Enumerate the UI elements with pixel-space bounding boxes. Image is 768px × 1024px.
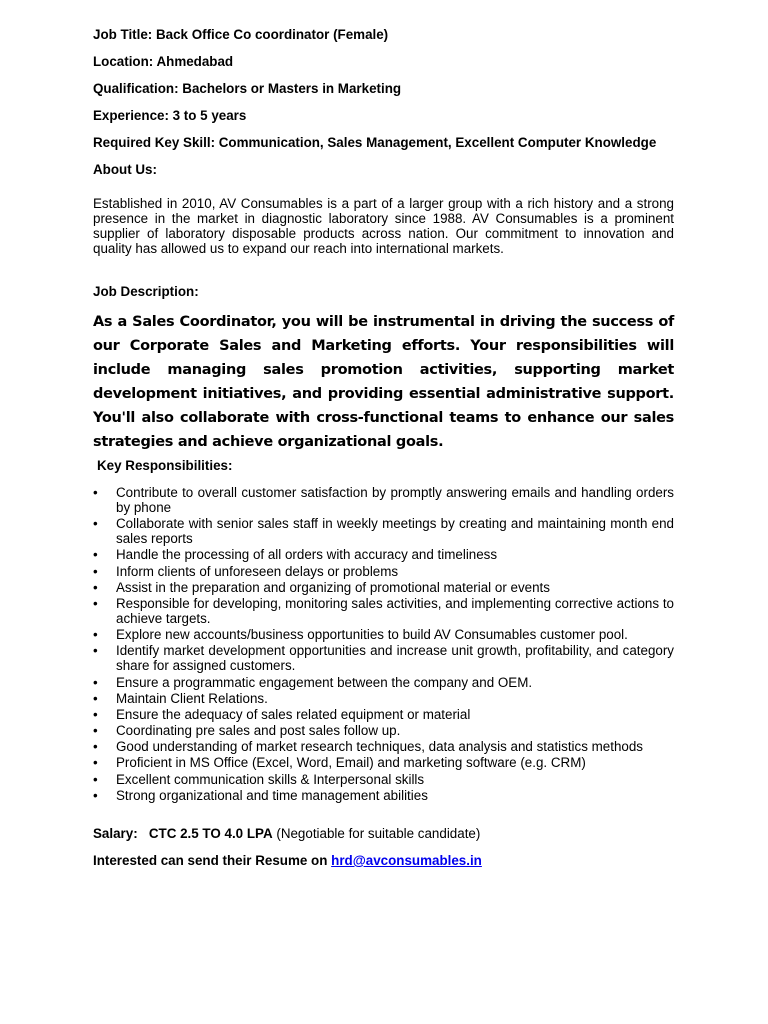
bullet-icon: • [93, 787, 98, 803]
bullet-icon: • [93, 674, 98, 690]
salary-value: CTC 2.5 TO 4.0 LPA [148, 825, 273, 841]
bullet-icon: • [93, 723, 98, 739]
list-item: • Explore new accounts/business opportunities to build AV Consumables customer pool. [93, 627, 628, 643]
list-item: • Excellent communication skills & Interpersonal skills [93, 771, 425, 787]
list-item: • Coordinating pre sales and post sales follow up. [93, 723, 401, 739]
list-item: • Strong organizational and time management abilities [93, 787, 428, 803]
bullet-icon: • [93, 690, 98, 706]
contact-line [93, 852, 674, 869]
list-item: • Contribute to overall customer satisfaction by promptly answering emails and handling orders by phone [93, 485, 674, 515]
list-item: • Assist in the preparation and organizing of promotional material or events [93, 579, 550, 595]
list-item: • Inform clients of unforeseen delays or problems [93, 563, 399, 579]
email-link[interactable]: hrd@avconsumables.in [331, 852, 482, 868]
job-description-heading: Job Description: [93, 284, 199, 299]
list-item: • Ensure a programmatic engagement between the company and OEM. [93, 674, 533, 690]
bullet-icon: • [93, 706, 98, 722]
job-title: Job Title: Back Office Co coordinator (Female) [93, 27, 389, 42]
key-responsibilities-heading: Key Responsibilities: [97, 458, 233, 473]
bullet-icon: • [93, 563, 98, 579]
list-item: • Maintain Client Relations. [93, 690, 268, 706]
list-item: • Identify market development opportunities and increase unit growth, profitability, and category share for assigned customers. [93, 643, 674, 674]
responsibilities-list [93, 485, 674, 803]
contact-text: Interested can send their Resume on [93, 852, 328, 868]
bullet-icon: • [93, 771, 98, 787]
list-item: • Responsible for developing, monitoring sales activities, and implementing corrective actions to achieve targets. [93, 595, 674, 626]
salary-note: (Negotiable for suitable candidate) [276, 825, 481, 841]
job-key-skills: Required Key Skill: Communication, Sales Management, Excellent Computer Knowledge [93, 135, 657, 150]
list-item: • Collaborate with senior sales staff in weekly meetings by creating and maintaining month end sales reports [93, 516, 674, 547]
about-heading: About Us: [93, 162, 157, 177]
job-posting-document [93, 26, 674, 869]
bullet-icon: • [93, 579, 98, 595]
job-location: Location: Ahmedabad [93, 54, 234, 69]
salary-line [93, 825, 674, 842]
salary-label: Salary: [93, 825, 138, 841]
job-description-text: As a Sales Coordinator, you will be instrumental in driving the success of our Corporate Sales and Marketing efforts. Your responsibilities will include managing sales promotion activities, supporting market development initiatives, and providing essential administrative support. You'll also collaborate with cross-functional teams to enhance our sales strategies and achieve organizational goals. [93, 314, 674, 450]
list-item: • Ensure the adequacy of sales related equipment or material [93, 706, 471, 722]
bullet-icon: • [93, 739, 98, 755]
bullet-icon: • [93, 755, 98, 771]
list-item: • Handle the processing of all orders with accuracy and timeliness [93, 547, 498, 563]
bullet-icon: • [93, 643, 98, 659]
bullet-icon: • [93, 516, 98, 532]
bullet-icon: • [93, 547, 98, 563]
job-experience: Experience: 3 to 5 years [93, 108, 247, 123]
list-item: • Good understanding of market research techniques, data analysis and statistics methods [93, 739, 643, 755]
about-text: Established in 2010, AV Consumables is a part of a larger group with a rich history and a strong presence in the market in diagnostic laboratory since 1988. AV Consumables is a prominent supplier of laboratory disposable products across nation. Our commitment to innovation and quality has allowed us to expand our reach into international markets. [93, 196, 674, 256]
bullet-icon: • [93, 627, 98, 643]
list-item: • Proficient in MS Office (Excel, Word, Email) and marketing software (e.g. CRM) [93, 755, 586, 771]
bullet-icon: • [93, 485, 98, 500]
job-qualification: Qualification: Bachelors or Masters in Marketing [93, 81, 402, 96]
bullet-icon: • [93, 595, 98, 611]
